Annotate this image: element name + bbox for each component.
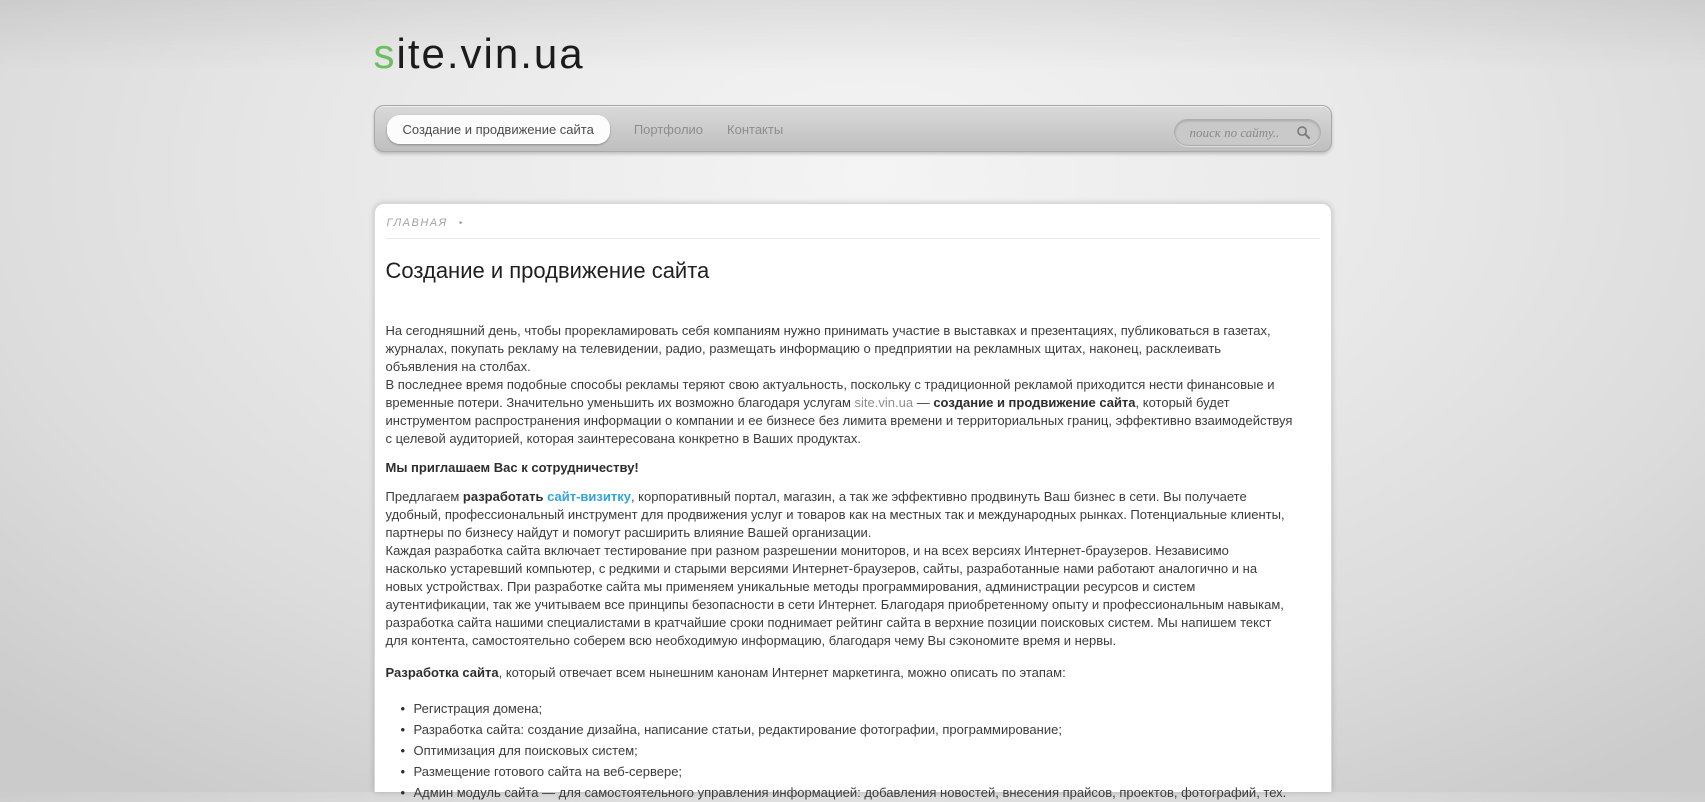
paragraph-invitation (386, 459, 1294, 477)
site-search (1174, 119, 1321, 146)
logo-rest: ite.vin.ua (396, 30, 585, 77)
magnifier-icon[interactable] (1296, 125, 1311, 140)
text-segment: разработать (462, 489, 544, 504)
breadcrumb-arrow-icon: ‣ (458, 218, 465, 228)
site-logo[interactable] (374, 30, 585, 78)
text-segment: , который будет инструментом распространения информации о компании и ее бизнесе без лимита времени и территориальных границ, эффективно взаимодействуя с целевой аудиторией, которая заинтересована конкретно в Ваших продуктах. (385, 395, 1293, 446)
paragraph-intro-1 (386, 322, 1294, 376)
text-segment: Разработка сайта (385, 665, 499, 680)
paragraph-offer-2 (386, 542, 1294, 650)
list-item: • Оптимизация для поисковых систем; (414, 742, 1294, 760)
text-segment: site.vin.ua (854, 395, 914, 410)
text-segment: — (913, 395, 934, 410)
page-title: Создание и продвижение сайта (385, 258, 710, 283)
search-input[interactable] (1188, 124, 1296, 142)
list-item: • Разработка сайта: создание дизайна, написание статьи, редактирование фотографии, программирование; (414, 721, 1294, 739)
list-item: • Размещение готового сайта на веб-сервере; (414, 763, 1294, 781)
content-card (374, 203, 1332, 800)
text-segment: Предлагаем (385, 489, 463, 504)
nav-tab-create-promote[interactable]: Создание и продвижение сайта (387, 115, 610, 144)
text-segment: создание и продвижение сайта (933, 395, 1136, 410)
text-segment: На сегодняшний день, чтобы прорекламировать себя компаниям нужно принимать участие в выставках и презентациях, публиковаться в газетах, журналах, покупать рекламу на телевидении, радио, размещать информацию о предприятии на рекламных щитах, наконец, расклеивать объявления на столбах. (385, 323, 1271, 374)
article-body (386, 322, 1294, 802)
paragraph-offer-1 (386, 488, 1294, 542)
site-card-link[interactable]: сайт-визитку (547, 489, 631, 504)
nav-tabs (387, 106, 784, 153)
text-segment: Мы приглашаем Вас к сотрудничеству! (385, 460, 639, 475)
text-segment: В последнее время подобные способы рекламы теряют свою актуальность, поскольку с традиционной рекламой приходится нести финансовые и временные потери. Значительно уменьшить их возможно благодаря услугам (385, 377, 1275, 410)
text-segment: , который отвечает всем нынешним канонам Интернет маркетинга, можно описать по этапам: (498, 665, 1066, 680)
list-item: • Регистрация домена; (414, 700, 1294, 718)
page-container (373, 0, 1332, 800)
stages-list (386, 700, 1294, 802)
main-navigation (374, 105, 1332, 152)
list-item: • Админ модуль сайта — для самостоятельного управления информацией: добавления новостей, внесения прайсов, проектов, фотографий, тех. (414, 784, 1294, 802)
nav-tab-portfolio[interactable]: Портфолио (633, 122, 704, 137)
text-segment: Каждая разработка сайта включает тестирование при разном разрешении мониторов, и на всех версиях Интернет-браузеров. Независимо насколько устаревший компьютер, с редкими и старыми версиями Интернет-браузеров, сайты, разработанные нами работают аналогично и на новых устройствах. При разработке сайта мы применяем уникальные методы программирования, администрации ресурсов и систем аутентификации, так же учитываем все принципы безопасности в сети Интернет. Благодаря приобретенному опыту и профессиональным навыкам, разработка сайта нашими специалистами в кратчайшие сроки поднимает рейтинг сайта в верхние позиции поисковых систем. Мы напишем текст для контента, самостоятельно соберем всю необходимую информацию, благодаря чему Вы сэкономите время и нервы. (385, 543, 1284, 648)
nav-tab-contacts[interactable]: Контакты (727, 122, 784, 137)
breadcrumb (386, 204, 1320, 239)
paragraph-intro-2 (386, 376, 1294, 448)
logo-accent-letter: s (373, 30, 397, 77)
breadcrumb-home-link[interactable]: ГЛАВНАЯ (386, 217, 448, 229)
paragraph-stages-intro (386, 664, 1294, 682)
text-segment: , корпоративный портал, магазин, а так же эффективно продвинуть Ваш бизнес в сети. Вы получаете удобный, профессиональный инструмент для продвижения услуг и товаров как на местных так и международных рынках. Потенциальные клиенты, партнеры по бизнесу найдут и помогут расширить влияние Вашей организации. (385, 489, 1285, 540)
